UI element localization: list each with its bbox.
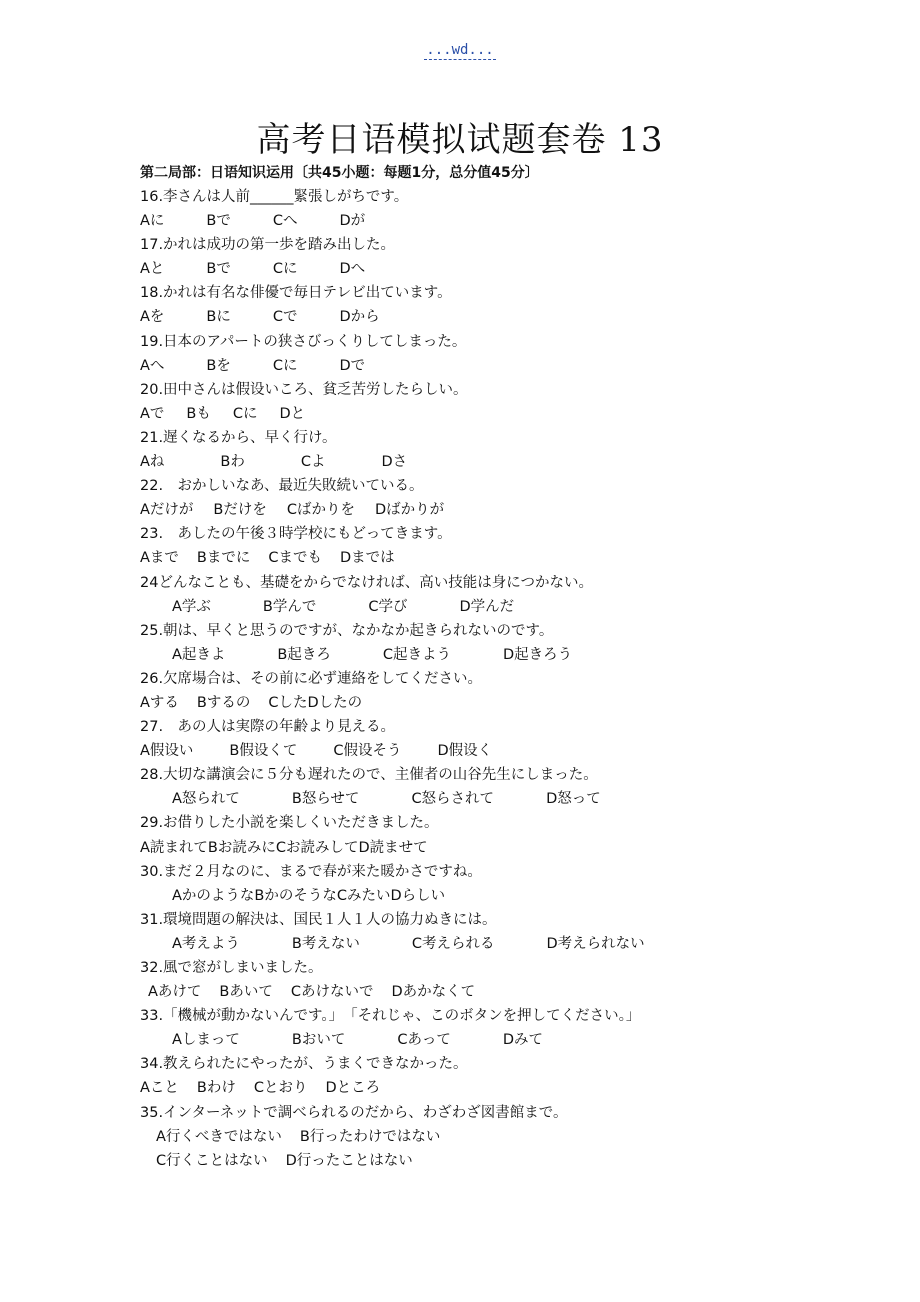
answer-option: Dところ — [325, 1080, 381, 1097]
answer-option: Bで — [206, 261, 231, 278]
answer-option: Aこと — [140, 1080, 179, 1097]
answer-option: Aで — [140, 405, 165, 422]
question-options — [140, 257, 880, 281]
answer-option: Cへ — [272, 213, 298, 230]
question-options — [140, 739, 880, 763]
answer-option: C怒らされて — [411, 791, 495, 808]
question-stem: 32.風で窓がしまいました。 — [140, 960, 323, 976]
answer-option: Cよ — [300, 454, 326, 471]
question-stem: 29.お借りした小説を楽しくいただきました。 — [140, 815, 439, 832]
answer-option: Cに — [272, 261, 298, 278]
answer-option: Bだけを — [213, 502, 267, 519]
answer-option: Aね — [140, 454, 165, 471]
question-options — [140, 450, 880, 474]
answer-option: A怒られて — [172, 791, 240, 808]
question-stem: 22. おかしいなあ、最近失敗続いている。 — [140, 478, 424, 495]
answer-option: Dあかなくて — [391, 984, 476, 1001]
answer-option: Aあけて — [148, 984, 202, 1001]
question-stem: 21.遅くなるから、早く行け。 — [140, 429, 337, 446]
question-options — [140, 595, 880, 619]
question-options — [140, 498, 880, 522]
question-options — [140, 546, 880, 570]
question-stem: 17.かれは成功の第一歩を踏み出した。 — [140, 237, 396, 254]
question-options — [140, 980, 880, 1004]
question-options — [140, 643, 880, 667]
answer-option: Dと — [279, 405, 306, 422]
answer-option: C起きよう — [382, 646, 451, 663]
answer-option: Aまで — [140, 550, 179, 567]
answer-option: Aしまって — [172, 1032, 240, 1049]
answer-option: C学び — [368, 598, 408, 615]
question-stem: 16.李さんは人前______緊張しがちです。 — [140, 189, 409, 205]
question-options — [140, 932, 880, 956]
answer-option: B考えない — [291, 935, 360, 952]
header-watermark — [0, 42, 920, 60]
answer-option: Bで — [206, 213, 231, 230]
answer-option: A行くべきではない — [156, 1128, 282, 1145]
header-mark-text: ...wd... — [426, 42, 494, 58]
answer-option: Cあけないで — [290, 984, 374, 1001]
answer-option: D学んだ — [459, 598, 515, 615]
answer-option: AかのようなBかのそうなCみたいDらしい — [172, 887, 446, 904]
answer-option: Cまでも — [268, 550, 322, 567]
question-options — [140, 691, 880, 715]
question-stem: 30.まだ２月なのに、まるで春が来た暖かさですね。 — [140, 863, 482, 880]
question-options — [140, 354, 880, 378]
answer-option: C假设そう — [333, 743, 402, 760]
answer-option: Dで — [339, 357, 366, 374]
answer-option: CしたDしたの — [268, 694, 363, 711]
question-options — [140, 884, 880, 908]
question-options — [140, 1125, 880, 1149]
question-options — [140, 305, 880, 329]
answer-option: Bまでに — [196, 550, 251, 567]
answer-option: B学んで — [262, 598, 317, 615]
answer-option: Dみて — [502, 1032, 544, 1049]
question-options — [140, 1028, 880, 1052]
answer-option: A考えよう — [172, 935, 240, 952]
question-stem: 31.環境問題の解決は、国民１人１人の協力ぬきには。 — [140, 911, 497, 928]
section-heading: 第二局部：日语知识运用〔共45小题：每题1分，总分值45分〕 — [140, 165, 539, 181]
answer-option: B行ったわけではない — [299, 1128, 441, 1145]
answer-option: D假设く — [437, 743, 493, 760]
answer-option: Cとおり — [253, 1080, 308, 1097]
answer-option: Aする — [140, 694, 179, 711]
answer-option: D起きろう — [503, 646, 573, 663]
answer-option: Cに — [232, 405, 258, 422]
answer-option: Bわ — [220, 454, 245, 471]
question-options — [140, 836, 880, 860]
answer-option: Aへ — [140, 357, 165, 374]
answer-option: D考えられない — [546, 935, 645, 952]
answer-option: A起きよ — [172, 646, 226, 663]
answer-option: D行ったことはない — [285, 1152, 413, 1169]
answer-option: Cばかりを — [286, 502, 355, 519]
answer-option: B假设くて — [229, 743, 298, 760]
answer-option: Cあって — [397, 1032, 451, 1049]
question-stem: 28.大切な講演会に５分も遅れたので、主催者の山谷先生にしまった。 — [140, 767, 598, 784]
page-title: 高考日语模拟试题套卷 13 — [256, 120, 664, 160]
answer-option: D怒って — [546, 791, 601, 808]
answer-option: B起きろ — [277, 646, 331, 663]
answer-option: B怒らせて — [291, 791, 360, 808]
question-options — [140, 402, 880, 426]
answer-option: C考えられる — [411, 935, 495, 952]
question-options — [140, 787, 880, 811]
answer-option: Cで — [272, 309, 298, 326]
question-options — [140, 1076, 880, 1100]
question-stem: 34.教えられたにやったが、うまくできなかった。 — [140, 1056, 468, 1073]
answer-option: Aに — [140, 213, 165, 230]
question-stem: 24どんなことも、基礎をからでなければ、高い技能は身につかない。 — [140, 574, 594, 591]
question-stem: 26.欠席場合は、その前に必ず連絡をしてください。 — [140, 670, 483, 687]
question-stem: 33.「機械が動かないんです。」 「それじゃ、このボタンを押してください。」 — [140, 1008, 641, 1025]
answer-option: A假设い — [140, 743, 194, 760]
answer-option: Bわけ — [196, 1080, 236, 1097]
answer-option: Aを — [140, 309, 165, 326]
question-stem: 19.日本のアパートの狭さびっくりしてしまった。 — [140, 333, 467, 350]
answer-option: Bに — [206, 309, 231, 326]
answer-option: Bおいて — [291, 1032, 346, 1049]
answer-option: Aだけが — [140, 502, 194, 519]
answer-option: Dが — [339, 213, 366, 230]
question-stem: 25.朝は、早くと思うのですが、なかなか起きられないのです。 — [140, 622, 554, 639]
answer-option: Bあいて — [219, 984, 273, 1001]
answer-option: C行くことはない — [156, 1152, 268, 1169]
answer-option: Dさ — [381, 454, 408, 471]
question-list — [140, 185, 880, 1173]
question-stem: 18.かれは有名な俳優で毎日テレビ出ています。 — [140, 285, 452, 302]
answer-option: Bを — [206, 357, 231, 374]
answer-option: Aと — [140, 261, 165, 278]
answer-option: A読まれてBお読みにCお読みしてD読ませて — [140, 839, 428, 856]
answer-option: Cに — [272, 357, 298, 374]
answer-option: A学ぶ — [172, 598, 211, 615]
answer-option: Dへ — [339, 261, 366, 278]
answer-option: Dから — [339, 309, 380, 326]
question-options — [140, 1149, 880, 1173]
answer-option: Bも — [186, 405, 211, 422]
answer-option: Dまでは — [340, 550, 395, 567]
question-stem: 23. あしたの午後３時学校にもどってきます。 — [140, 526, 452, 543]
question-options — [140, 209, 880, 233]
question-stem: 27. あの人は実際の年齢より見える。 — [140, 719, 396, 736]
answer-option: Dばかりが — [375, 502, 445, 519]
answer-option: Bするの — [196, 694, 251, 711]
question-stem: 20.田中さんは假设いころ、貧乏苦労したらしい。 — [140, 381, 468, 398]
question-stem: 35.インターネットで調べられるのだから、わざわざ図書館まで。 — [140, 1104, 568, 1121]
